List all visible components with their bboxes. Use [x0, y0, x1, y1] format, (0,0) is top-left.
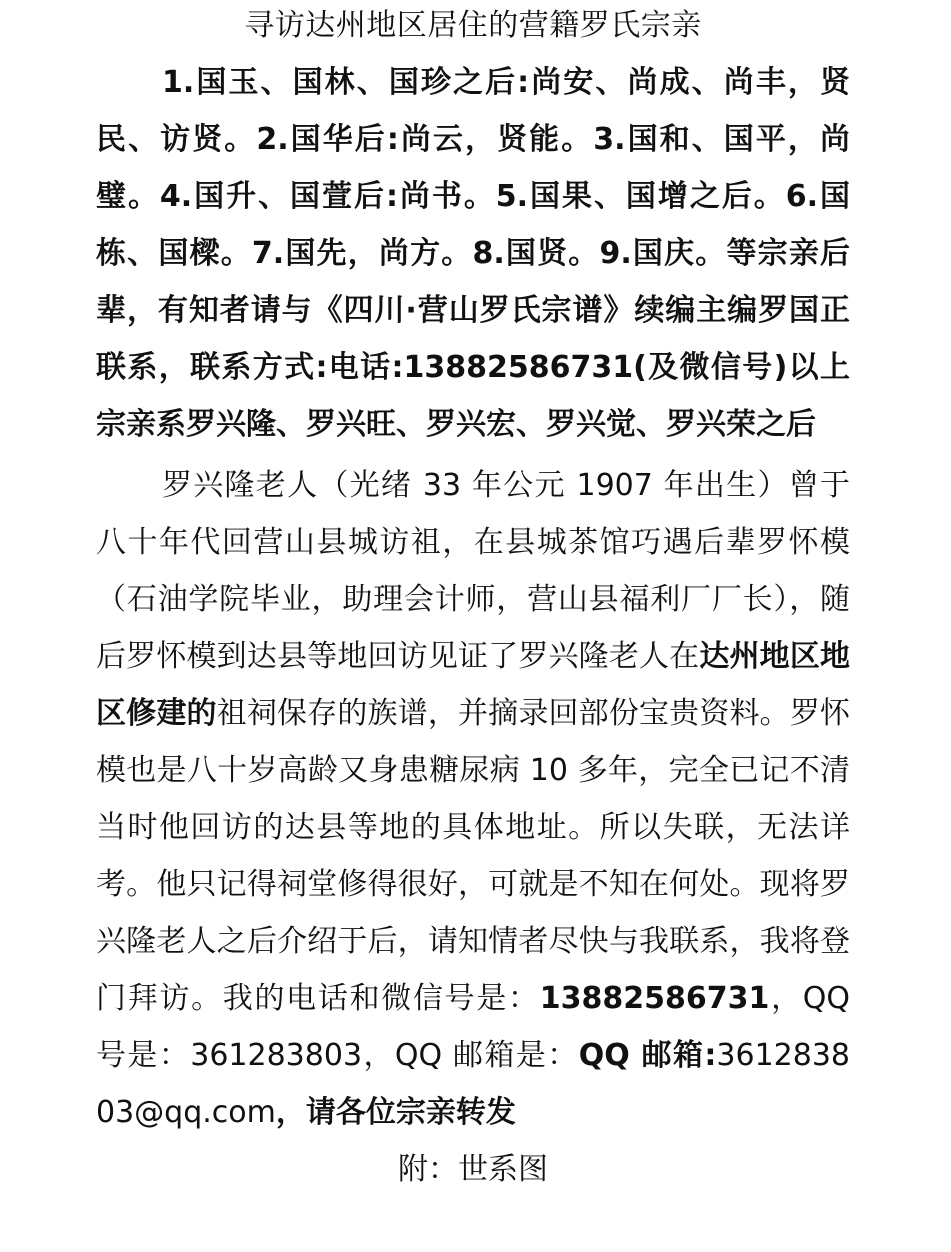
closing-request: ，请各位宗亲转发	[275, 1095, 516, 1130]
paragraph-seek-relatives: 1.国玉、国林、国珍之后:尚安、尚成、尚丰，贤民、访贤。2.国华后:尚云，贤能。3.国和、国平，尚璧。4.国升、国萱后:尚书。5.国果、国增之后。6.国栋、国樑。7.国先，尚方。8.国贤。9.国庆。等宗亲后辈，有知者请与《四川·营山罗氏宗谱》续编主编罗国正联系，联系方式:电话:13882586731(及微信号)以上宗亲系罗兴隆、罗兴旺、罗兴宏、罗兴觉、罗兴荣之后	[96, 65, 850, 442]
appendix-caption: 附：世系图	[398, 1152, 548, 1187]
phone-number: 13882586731	[539, 981, 770, 1016]
history-text-1: 罗兴隆老人（光绪 33 年公元 1907 年出生）曾于八十年代回营山县城访祖，在县城茶馆巧遇后辈罗怀模（石油学院毕业，助理会计师，营山县福利厂厂长），随后罗怀模到达县等地回访见证了罗兴隆老人在	[96, 468, 850, 674]
email-label: QQ 邮箱:	[578, 1038, 717, 1073]
document-title: 寻访达州地区居住的营籍罗氏宗亲	[244, 8, 702, 43]
email-address: 361283803@qq.com	[96, 1038, 851, 1130]
document	[96, 0, 850, 1198]
history-text-3: ，QQ 号是：361283803，QQ 邮箱是：	[96, 981, 850, 1073]
history-text-2: 祖祠保存的族谱，并摘录回部份宝贵资料。罗怀模也是八十岁高龄又身患糖尿病 10 多年，完全已记不清当时他回访的达县等地的具体地址。所以失联，无法详考。他只记得祠堂修得很好，可就是不知在何处。现将罗兴隆老人之后介绍于后，请知情者尽快与我联系，我将登门拜访。我的电话和微信号是：	[96, 696, 851, 1016]
history-bold-location: 达州地区地区修建的	[96, 639, 851, 731]
paragraph-history	[96, 457, 850, 1141]
